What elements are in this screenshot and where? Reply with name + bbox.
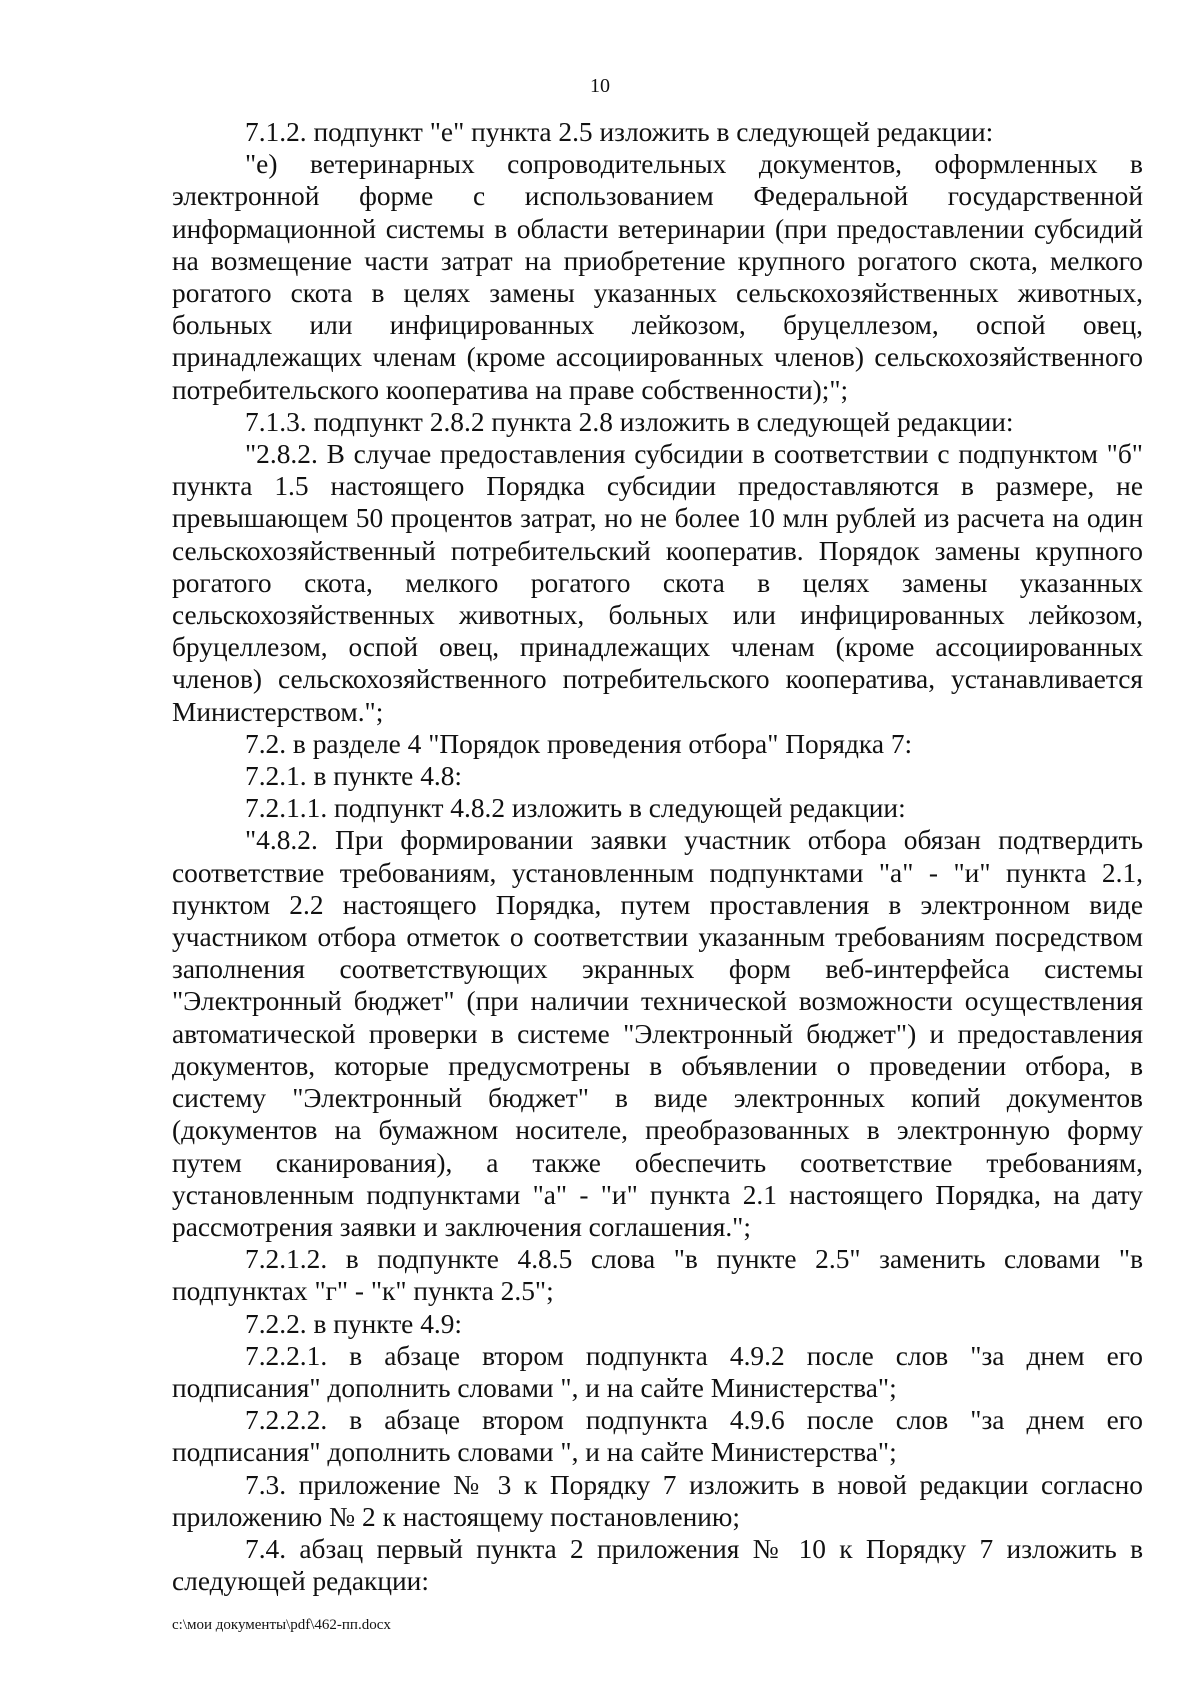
paragraph-7-3: 7.3. приложение № 3 к Порядку 7 изложить в новой редакции согласно приложению № 2 к настоящему постановлению; [172,1469,1143,1532]
document-body [172,116,1143,1597]
paragraph-quote-e: "е) ветеринарных сопроводительных документов, оформленных в электронной форме с использованием Федеральной государственной информационной системы в области ветеринарии (при предоставлении субсидий на возмещение части затрат на приобретение крупного рогатого скота, мелкого рогатого скота в целях замены указанных сельскохозяйственных животных, больных или инфицированных лейкозом, бруцеллезом, оспой овец, принадлежащих членам (кроме ассоциированных членов) сельскохозяйственного потребительского кооператива на праве собственности);"; [172,149,1143,405]
paragraph-7-2-2-2: 7.2.2.2. в абзаце втором подпункта 4.9.6 после слов "за днем его подписания" дополнить словами ", и на сайте Министерства"; [172,1405,1143,1468]
paragraph-7-1-2: 7.1.2. подпункт "е" пункта 2.5 изложить в следующей редакции: [245,117,994,147]
paragraph-7-2-1-1: 7.2.1.1. подпункт 4.8.2 изложить в следующей редакции: [245,793,906,824]
paragraph-7-2-2: 7.2.2. в пункте 4.9: [245,1308,463,1339]
paragraph-7-2-2-1: 7.2.2.1. в абзаце втором подпункта 4.9.2 после слов "за днем его подписания" дополнить словами ", и на сайте Министерства"; [172,1340,1143,1403]
paragraph-7-2: 7.2. в разделе 4 "Порядок проведения отбора" Порядка 7: [245,728,913,759]
paragraph-quote-2-8-2: "2.8.2. В случае предоставления субсидии в соответствии с подпунктом "б" пункта 1.5 настоящего Порядка субсидии предоставляются в размере, не превышающем 50 процентов затрат, но не более 10 млн рублей из расчета на один сельскохозяйственный потребительский кооператив. Порядок замены крупного рогатого скота, мелкого рогатого скота в целях замены указанных сельскохозяйственных животных, больных или инфицированных лейкозом, бруцеллезом, оспой овец, принадлежащих членам (кроме ассоциированных членов) сельскохозяйственного потребительского кооператива, устанавливается Министерством."; [172,439,1143,727]
paragraph-7-4: 7.4. абзац первый пункта 2 приложения № 10 к Порядку 7 изложить в следующей редакции: [172,1533,1143,1597]
paragraph-7-2-1-2: 7.2.1.2. в подпункте 4.8.5 слова "в пункте 2.5" заменить словами "в подпунктах "г" - "к" пункта 2.5"; [172,1244,1143,1307]
paragraph-7-1-3: 7.1.3. подпункт 2.8.2 пункта 2.8 изложить в следующей редакции: [245,406,1014,437]
footer-file-path: c:\мои документы\pdf\462-пп.docx [172,1617,391,1633]
paragraph-7-2-1: 7.2.1. в пункте 4.8: [245,761,463,792]
page-number: 10 [590,75,610,97]
paragraph-quote-4-8-2: "4.8.2. При формировании заявки участник отбора обязан подтвердить соответствие требованиям, установленным подпунктами "а" - "и" пункта 2.1, пунктом 2.2 настоящего Порядка, путем проставления в электронном виде участником отбора отметок о соответствии указанным требованиям посредством заполнения соответствующих экранных форм веб-интерфейса системы "Электронный бюджет" (при наличии технической возможности осуществления автоматической проверки в системе "Электронный бюджет") и предоставления документов, которые предусмотрены в объявлении о проведении отбора, в систему "Электронный бюджет" в виде электронных копий документов (документов на бумажном носителе, преобразованных в электронную форму путем сканирования), а также обеспечить соответствие требованиям, установленным подпунктами "а" - "и" пункта 2.1 настоящего Порядка, на дату рассмотрения заявки и заключения соглашения."; [172,825,1143,1242]
